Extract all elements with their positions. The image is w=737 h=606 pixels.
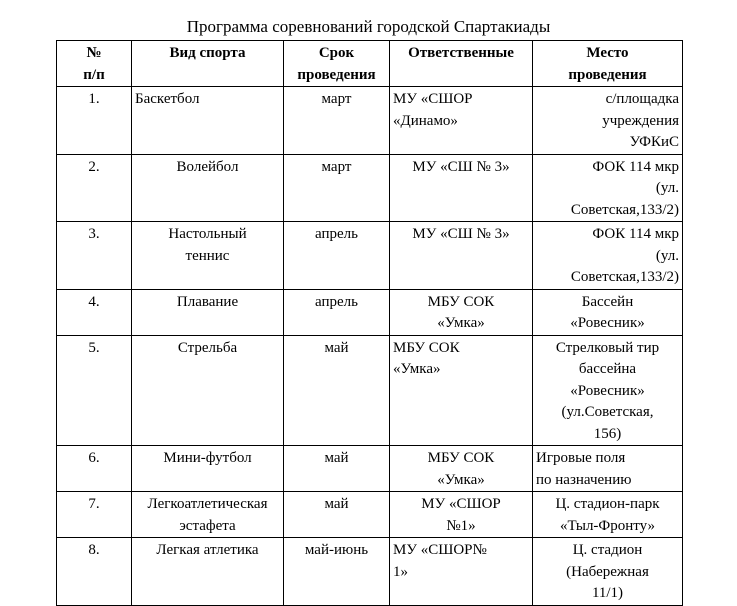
row-number: 5. (57, 335, 132, 446)
row-place: Бассейн «Ровесник» (533, 289, 683, 335)
table-row (57, 154, 683, 222)
row-responsible: МБУ СОК «Умка» (390, 446, 533, 492)
header-number: № п/п (57, 41, 132, 87)
row-number: 1. (57, 87, 132, 155)
row-date: май (284, 446, 390, 492)
row-date: май (284, 492, 390, 538)
row-date: март (284, 87, 390, 155)
row-date: март (284, 154, 390, 222)
row-date: май (284, 335, 390, 446)
row-number: 3. (57, 222, 132, 290)
row-place: Стрелковый тир бассейна «Ровесник» (ул.Советская, 156) (533, 335, 683, 446)
row-sport: Легкоатлетическая эстафета (132, 492, 284, 538)
row-responsible: МУ «СШ № 3» (390, 222, 533, 290)
table-row (57, 335, 683, 446)
row-responsible: МБУ СОК «Умка» (390, 289, 533, 335)
row-sport: Баскетбол (132, 87, 284, 155)
table-row (57, 87, 683, 155)
header-place: Место проведения (533, 41, 683, 87)
row-number: 7. (57, 492, 132, 538)
row-number: 6. (57, 446, 132, 492)
row-number: 4. (57, 289, 132, 335)
row-responsible: МБУ СОК «Умка» (390, 335, 533, 446)
table-row (57, 222, 683, 290)
row-date: май-июнь (284, 538, 390, 606)
row-sport: Плавание (132, 289, 284, 335)
row-responsible: МУ «СШОР «Динамо» (390, 87, 533, 155)
row-date: апрель (284, 222, 390, 290)
header-responsible: Ответственные (390, 41, 533, 87)
row-place: с/площадка учреждения УФКиС (533, 87, 683, 155)
row-sport: Легкая атлетика (132, 538, 284, 606)
row-number: 8. (57, 538, 132, 606)
row-number: 2. (57, 154, 132, 222)
table-row (57, 446, 683, 492)
row-responsible: МУ «СШОР №1» (390, 492, 533, 538)
table-row (57, 492, 683, 538)
document-title: Программа соревнований городской Спартакиады (186, 17, 551, 36)
table-row (57, 289, 683, 335)
table-header-row (57, 41, 683, 87)
row-place: ФОК 114 мкр (ул. Советская,133/2) (533, 222, 683, 290)
row-sport: Волейбол (132, 154, 284, 222)
row-sport: Стрельба (132, 335, 284, 446)
competition-program-table (56, 40, 683, 606)
row-sport: Мини-футбол (132, 446, 284, 492)
header-sport: Вид спорта (132, 41, 284, 87)
row-sport: Настольный теннис (132, 222, 284, 290)
header-date: Срок проведения (284, 41, 390, 87)
row-place: Ц. стадион (Набережная 11/1) (533, 538, 683, 606)
row-place: Ц. стадион-парк «Тыл-Фронту» (533, 492, 683, 538)
row-responsible: МУ «СШ № 3» (390, 154, 533, 222)
table-row (57, 538, 683, 606)
row-responsible: МУ «СШОР№ 1» (390, 538, 533, 606)
row-place: ФОК 114 мкр (ул. Советская,133/2) (533, 154, 683, 222)
row-date: апрель (284, 289, 390, 335)
row-place: Игровые поля по назначению (533, 446, 683, 492)
